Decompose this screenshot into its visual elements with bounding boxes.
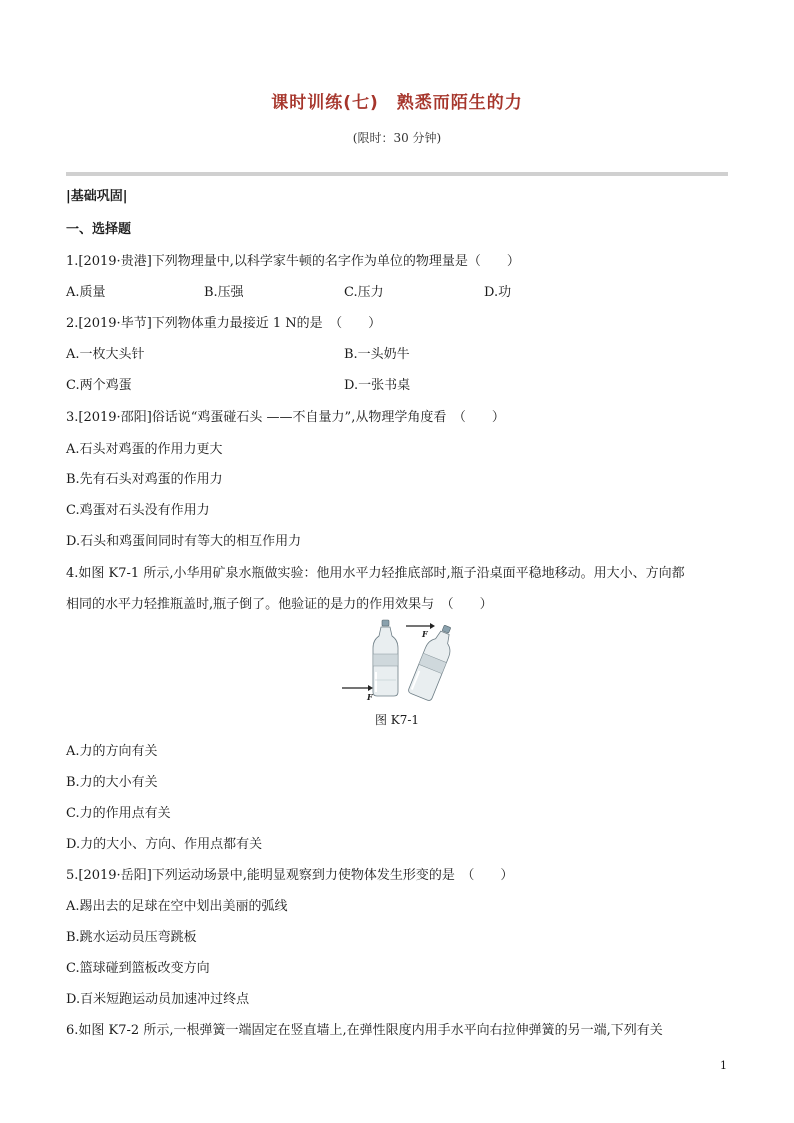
bottom-force-label: F	[367, 692, 373, 702]
q2-option-d: D.一张书桌	[344, 378, 411, 393]
q3-option-b: B.先有石头对鸡蛋的作用力	[66, 472, 223, 487]
top-force-label: F	[422, 629, 428, 639]
q5-option-d: D.百米短跑运动员加速冲过终点	[66, 992, 250, 1007]
q5-option-b: B.跳水运动员压弯跳板	[66, 930, 197, 945]
question-1-stem: 1.[2019·贵港]下列物理量中,以科学家牛顿的名字作为单位的物理量是（ ）	[66, 254, 520, 269]
q4-option-b: B.力的大小有关	[66, 775, 158, 790]
q2-option-c: C.两个鸡蛋	[66, 378, 132, 393]
title-part-1: 课时训练(七)	[271, 93, 379, 113]
tilted-bottle-icon	[408, 622, 460, 702]
header-divider	[66, 172, 728, 176]
question-3-stem: 3.[2019·邵阳]俗话说“鸡蛋碰石头 ——不自量力”,从物理学角度看 （ ）	[66, 410, 505, 425]
q4-option-c: C.力的作用点有关	[66, 806, 171, 821]
title-part-2: 熟悉而陌生的力	[396, 93, 523, 113]
question-6-stem: 6.如图 K7-2 所示,一根弹簧一端固定在竖直墙上,在弹性限度内用手水平向右拉伸弹簧的另一端,下列有关	[66, 1023, 663, 1038]
q3-option-d: D.石头和鸡蛋间同时有等大的相互作用力	[66, 534, 302, 549]
q4-option-a: A.力的方向有关	[66, 744, 158, 759]
q3-option-a: A.石头对鸡蛋的作用力更大	[66, 442, 223, 457]
q5-option-a: A.踢出去的足球在空中划出美丽的弧线	[66, 899, 288, 914]
figure-caption: 图 K7-1	[374, 713, 420, 727]
upright-bottle-icon	[373, 620, 398, 696]
section-label: |基础巩固|	[66, 189, 128, 204]
q3-option-c: C.鸡蛋对石头没有作用力	[66, 503, 210, 518]
page-title	[0, 88, 794, 113]
question-2-stem: 2.[2019·毕节]下列物体重力最接近 1 N的是 （ ）	[66, 316, 382, 331]
page-number: 1	[720, 1059, 727, 1072]
q2-option-a: A.一枚大头针	[66, 347, 145, 362]
question-4-stem-line-1: 4.如图 K7-1 所示,小华用矿泉水瓶做实验：他用水平力轻推底部时,瓶子沿桌面平稳地移动。用大小、方向都	[66, 566, 685, 581]
time-limit: (限时：30 分钟)	[352, 131, 442, 145]
q1-option-a: A.质量	[66, 285, 106, 300]
question-4-stem-line-2: 相同的水平力轻推瓶盖时,瓶子倒了。他验证的是力的作用效果与 （ ）	[66, 597, 493, 612]
q1-option-c: C.压力	[344, 285, 384, 300]
bottom-force-arrow-icon	[342, 685, 373, 691]
q5-option-c: C.篮球碰到篮板改变方向	[66, 961, 210, 976]
question-5-stem: 5.[2019·岳阳]下列运动场景中,能明显观察到力使物体发生形变的是 （ ）	[66, 868, 514, 883]
q1-option-b: B.压强	[204, 285, 244, 300]
bottle-figure	[340, 618, 460, 702]
top-force-arrow-icon	[406, 623, 435, 629]
q4-option-d: D.力的大小、方向、作用点都有关	[66, 837, 263, 852]
q2-option-b: B.一头奶牛	[344, 347, 410, 362]
question-type-label: 一、选择题	[66, 222, 132, 237]
q1-option-d: D.功	[484, 285, 512, 300]
